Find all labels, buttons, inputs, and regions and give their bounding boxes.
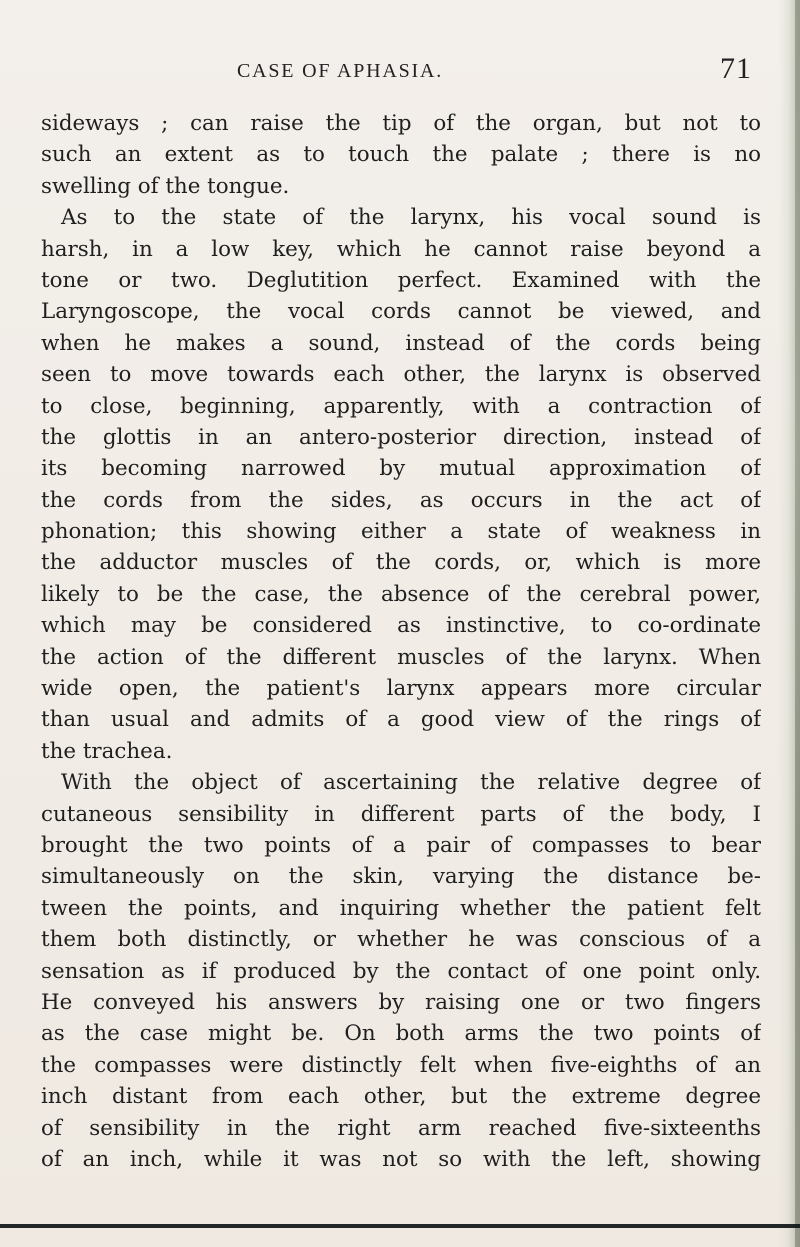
text-line-31: the compasses were distinctly felt when five-eighths of an	[41, 1052, 761, 1078]
text-line-26: tween the points, and inquiring whether the patient felt	[41, 895, 761, 921]
bottom-rule	[0, 1224, 800, 1228]
text-line-17: which may be considered as instinctive, to co-ordinate	[41, 613, 761, 639]
text-line-16: likely to be the case, the absence of the cerebral power,	[41, 581, 761, 607]
text-line-7: Laryngoscope, the vocal cords cannot be viewed, and	[41, 299, 761, 325]
text-line-1: sideways ; can raise the tip of the organ, but not to	[41, 111, 761, 136]
text-line-5: harsh, in a low key, which he cannot raise beyond a	[41, 236, 761, 262]
text-line-9: seen to move towards each other, the larynx is observed	[41, 362, 761, 388]
text-line-25: simultaneously on the skin, varying the distance be-	[41, 864, 761, 890]
text-line-24: brought the two points of a pair of compasses to bear	[41, 832, 761, 858]
text-line-23: cutaneous sensibility in different parts of the body, I	[41, 801, 761, 827]
text-line-20: than usual and admits of a good view of the rings of	[41, 707, 761, 733]
text-line-21: the trachea.	[41, 738, 173, 764]
text-line-29: He conveyed his answers by raising one or two fingers	[41, 989, 761, 1015]
page-header	[0, 52, 800, 92]
text-line-19: wide open, the patient's larynx appears more circular	[41, 676, 761, 702]
text-line-32: inch distant from each other, but the extreme degree	[41, 1084, 761, 1110]
text-line-33: of sensibility in the right arm reached five-sixteenths	[41, 1115, 761, 1141]
text-line-2: such an extent as to touch the palate ; there is no	[41, 142, 761, 168]
body-text	[41, 108, 761, 1175]
text-line-34: of an inch, while it was not so with the left, showing	[41, 1146, 761, 1172]
text-line-22: With the object of ascertaining the relative degree of	[61, 770, 761, 796]
text-line-27: them both distinctly, or whether he was conscious of a	[41, 927, 761, 953]
text-line-28: sensation as if produced by the contact of one point only.	[41, 958, 761, 984]
text-line-8: when he makes a sound, instead of the cords being	[41, 330, 761, 356]
text-line-11: the glottis in an antero-posterior direction, instead of	[41, 424, 761, 450]
text-line-4: As to the state of the larynx, his vocal sound is	[61, 205, 761, 231]
page-number: 71	[720, 52, 752, 85]
text-line-12: its becoming narrowed by mutual approximation of	[41, 456, 761, 482]
text-line-30: as the case might be. On both arms the two points of	[41, 1021, 761, 1047]
page-right-edge	[795, 0, 800, 1247]
text-line-3: swelling of the tongue.	[41, 173, 290, 199]
text-line-10: to close, beginning, apparently, with a contraction of	[41, 393, 761, 419]
text-line-14: phonation; this showing either a state of weakness in	[41, 519, 761, 545]
text-line-6: tone or two. Deglutition perfect. Examined with the	[41, 267, 761, 293]
running-head: CASE OF APHASIA.	[237, 60, 444, 82]
text-line-13: the cords from the sides, as occurs in the act of	[41, 487, 761, 513]
text-line-15: the adductor muscles of the cords, or, which is more	[41, 550, 761, 576]
text-line-18: the action of the different muscles of the larynx. When	[41, 644, 761, 670]
